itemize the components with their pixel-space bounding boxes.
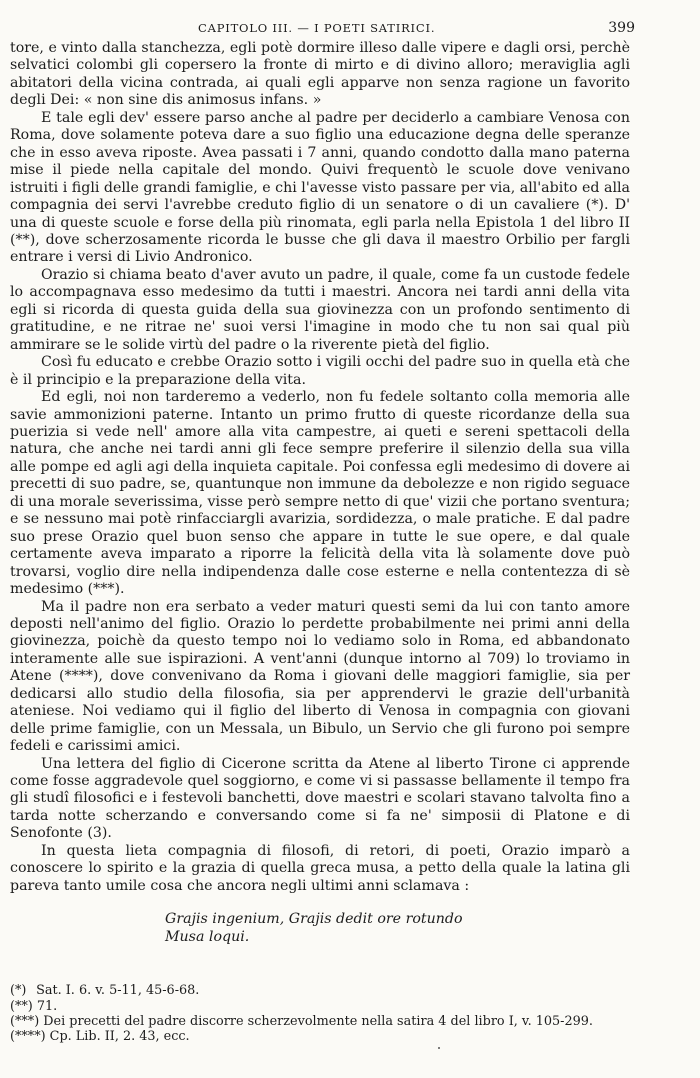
footnote-mark: (****) <box>10 1029 46 1045</box>
page <box>10 20 635 1045</box>
verse-quotation <box>165 910 630 946</box>
footnote-mark: (**) <box>10 998 33 1014</box>
footnote-text: Cp. Lib. II, 2. 43, ecc. <box>49 1029 190 1045</box>
paragraph: Orazio si chiama beato d'aver avuto un padre, il quale, come fa un custode fedele lo accompagnava esso medesimo da tutti i maestri. Ancora nei tardi anni della vita egli si ricorda di questa guida della sua giovinezza con un profondo sentimento di gratitudine, e ne ritrae ne' suoi versi l'imagine in modo che tu non sai qual più ammirare se le solide virtù del padre o la riverente pietà del figlio. <box>10 266 630 353</box>
running-head <box>10 20 635 40</box>
paragraph: In questa lieta compagnia di filosofi, di retori, di poeti, Orazio imparò a conoscere lo spirito e la grazia di quella greca musa, a petto della quale la latina gli pareva tanto umile cosa che ancora negli ultimi anni sclamava : <box>10 842 630 894</box>
paragraph: Così fu educato e crebbe Orazio sotto i vigili occhi del padre suo in quella età che è il principio e la preparazione della vita. <box>10 354 630 388</box>
footnote <box>10 983 630 998</box>
paragraph: Ed egli, noi non tarderemo a vederlo, non fu fedele soltanto colla memoria alle savie ammonizioni paterne. Intanto un primo frutto di queste ricordanze della sua puerizia si vede nell' amore alla vita campestre, ai queti e sereni spettacoli della natura, che anche nei tardi anni gli fece sempre preferire il silenzio della sua villa alle pompe ed agli agi della inquieta capitale. Poi confessa egli medesimo di dovere ai precetti di suo padre, se, quantunque non immune da debolezze e non rigido seguace di una morale severissima, visse però sempre netto di que' vizii che portano sventura; e se nessuno mai potè rinfacciargli avarizia, sordidezza, o male pratiche. E dal padre suo prese Orazio quel buon senso che appare in tutte le sue opere, e dal quale certamente aveva imparato a riporre la felicità della vita là solamente dove può trovarsi, voglio dire nella indipendenza dalle cose esterne e nella contentezza di sè medesimo (***). <box>10 389 630 598</box>
footnote-mark: (***) <box>10 1014 40 1030</box>
page-number: 399 <box>608 20 635 36</box>
print-speck <box>438 1047 440 1049</box>
verse-line: Grajis ingenium, Grajis dedit ore rotundo <box>165 911 463 928</box>
paragraph: E tale egli dev' essere parso anche al padre per deciderlo a cambiare Venosa con Roma, dove solamente poteva dare a suo figlio una educazione degna delle speranze che in esso aveva riposte. Avea passati i 7 anni, quando condotto dalla mano paterna mise il piede nella capitale del mondo. Quivi frequentò le scuole dove venivano istruiti i figli delle grandi famiglie, e chi l'avesse visto passare per via, all'abito ed alla compagnia dei servi l'avrebbe creduto figlio di un senatore o di un cavaliere (*). D' una di queste scuole e forse della più rinomata, egli parla nella Epistola 1 del libro II (**), dove scherzosamente ricorda le busse che gli dava il maestro Orbilio per fargli entrare i versi di Livio Andronico. <box>10 109 630 266</box>
footnote-text: Dei precetti del padre discorre scherzevolmente nella satira 4 del libro I, v. 105-299. <box>43 1014 593 1030</box>
footnote-text: 71. <box>36 998 58 1014</box>
footnote <box>10 1029 630 1044</box>
paragraph: tore, e vinto dalla stanchezza, egli potè dormire illeso dalle vipere e dagli orsi, perchè selvatici colombi gli copersero la fronte di mirto e di divino alloro; meraviglia agli abitatori della vicina contrada, ai quali egli apparve non senza ragione un favorito degli Dei: « non sine dis animosus infans. » <box>10 40 630 109</box>
footnotes <box>10 983 630 1045</box>
footnote-text: Sat. I. 6. v. 5-11, 45-6-68. <box>36 983 200 999</box>
paragraph: Una lettera del figlio di Cicerone scritta da Atene al liberto Tirone ci apprende come fosse aggradevole quel soggiorno, e come vi si passasse bellamente il tempo fra gli studî filosofici e i festevoli banchetti, dove maestri e scolari stavano talvolta fino a tarda notte scherzando e conversando come si fa ne' simposii di Platone e di Senofonte (3). <box>10 755 630 842</box>
chapter-title: CAPITOLO III. — I POETI SATIRICI. <box>198 21 436 35</box>
footnote <box>10 999 630 1014</box>
verse-line: Musa loqui. <box>165 929 250 946</box>
footnote <box>10 1014 630 1029</box>
paragraph: Ma il padre non era serbato a veder maturi questi semi da lui con tanto amore deposti nell'animo del figlio. Orazio lo perdette probabilmente nei primi anni della giovinezza, poichè da questo tempo noi lo vediamo solo in Roma, ed abbandonato interamente alle sue ispirazioni. A vent'anni (dunque intorno al 709) lo troviamo in Atene (****), dove convenivano da Roma i giovani delle maggiori famiglie, sia per dedicarsi allo studio della filosofia, sia per apprendervi le grazie dell'urbanità ateniese. Noi vediamo qui il figlio del liberto di Venosa in compagnia con giovani delle prime famiglie, con un Messala, un Bibulo, un Servio che gli furono poi sempre fedeli e carissimi amici. <box>10 598 630 755</box>
footnote-mark: (*) <box>10 983 27 999</box>
body-text <box>10 40 630 895</box>
